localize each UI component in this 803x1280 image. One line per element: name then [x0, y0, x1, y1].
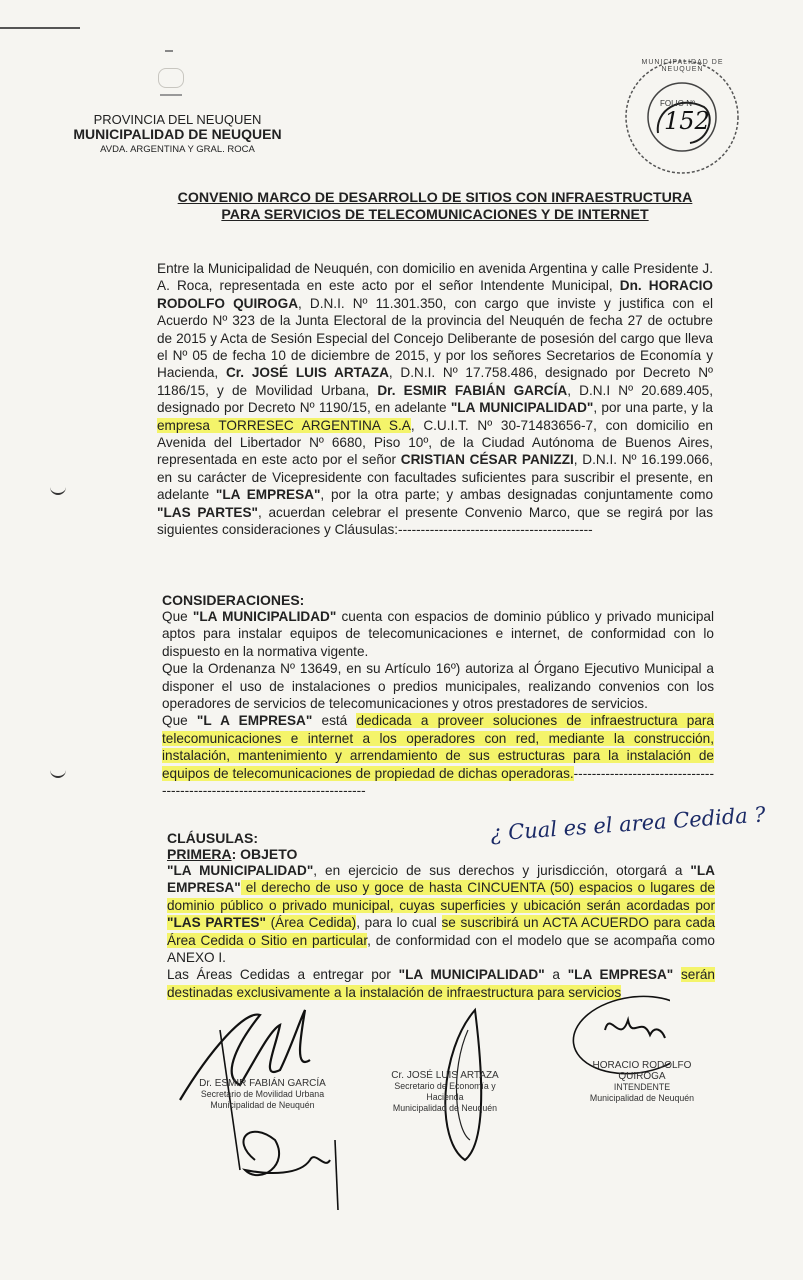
company-highlight: empresa TORRESEC ARGENTINA S.A [157, 417, 411, 433]
stamp-ring-text: MUNICIPALIDAD DE NEUQUEN [641, 59, 724, 73]
title-line-1: CONVENIO MARCO DE DESARROLLO DE SITIOS CON INFRAESTRUCTURA [177, 190, 693, 206]
clauses-heading: CLÁUSULAS: [167, 830, 258, 846]
letterhead [60, 112, 295, 157]
municipality-name: MUNICIPALIDAD DE NEUQUEN [73, 126, 282, 142]
margin-mark [0, 27, 80, 29]
document-title [150, 190, 720, 224]
clauses-section [167, 830, 715, 1001]
consideration-1: Que "LA MUNICIPALIDAD" cuenta con espacios de dominio público y privado municipal aptos para instalar equipos de telecomunicaciones e internet, de conformidad con lo dispuesto en la normativa vigente. [162, 609, 714, 659]
consideration-3: Que "L A EMPRESA" está dedicada a proveer soluciones de infraestructura para telecomunicaciones e internet a los operadores con red, mediante la construcción, instalación, mantenimiento y arrendamiento de sus estructuras para la instalación de equipos de telecomunicaciones de propiedad de dichas operadoras.---------------------------------------------------------------------------- [162, 713, 714, 799]
municipality-address: AVDA. ARGENTINA Y GRAL. ROCA [100, 144, 255, 155]
ceded-areas-text: Las Áreas Cedidas a entregar por "LA MUNICIPALIDAD" a "LA EMPRESA" serán destinadas exclusivamente a la instalación de infraestructura para servicios [167, 967, 715, 1000]
first-clause-heading: PRIMERA: OBJETO [167, 846, 298, 862]
signature-garcia: Dr. ESMIR FABIÁN GARCÍA Secretario de Movilidad Urbana Municipalidad de Neuquén [199, 1078, 326, 1110]
title-line-2: PARA SERVICIOS DE TELECOMUNICACIONES Y DE INTERNET [221, 207, 649, 223]
margin-mark [50, 487, 66, 495]
folio-number: 152 [664, 107, 710, 135]
intro-paragraph: Entre la Municipalidad de Neuquén, con domicilio en avenida Argentina y calle Presidente J. A. Roca, representada en este acto por el señor Intendente Municipal, Dn. HORACIO RODOLFO QUIROGA, D.N.I. Nº 11.301.350, con cargo que inviste y justifica con el Acuerdo Nº 323 de la Junta Electoral de la provincia del Neuquén de fecha 27 de octubre de 2015 y Acta de Sesión Especial del Concejo Deliberante de posesión del cargo que lleva el Nº 05 de fecha 10 de diciembre de 2015, y por los señores Secretarios de Economía y Hacienda, Cr. JOSÉ LUIS ARTAZA, D.N.I. Nº 17.758.486, designado por Decreto Nº 1186/15, y de Movilidad Urbana, Dr. ESMIR FABIÁN GARCÍA, D.N.I Nº 20.689.405, designado por Decreto Nº 1190/15, en adelante "LA MUNICIPALIDAD", por una parte, y la empresa TORRESEC ARGENTINA S.A, C.U.I.T. Nº 30-71483656-7, con domicilio en Avenida del Libertador Nº 6680, Piso 10º, de la Ciudad Autónoma de Buenos Aires, representada en este acto por el señor CRISTIAN CÉSAR PANIZZI, D.N.I. Nº 16.199.066, en su carácter de Vicepresidente con facultades suficientes para suscribir el presente, en adelante "LA EMPRESA", por la otra parte; y ambas designadas conjuntamente como "LAS PARTES", acuerdan celebrar el presente Convenio Marco, que se regirá por las siguientes consideraciones y Cláusulas:------------------------------------------- [157, 261, 714, 538]
signature-quiroga: HORACIO RODOLFO QUIROGA INTENDENTE Municipalidad de Neuquén [589, 1060, 695, 1103]
margin-mark [50, 770, 66, 778]
signature-artaza: Cr. JOSÉ LUIS ARTAZA Secretario de Economía y Hacienda Municipalidad de Neuquén [391, 1070, 499, 1113]
province-name: PROVINCIA DEL NEUQUEN [93, 112, 262, 127]
consideration-2: Que la Ordenanza Nº 13649, en su Artículo 16º) autoriza al Órgano Ejecutivo Municipal a disponer el uso de instalaciones o predios municipales, realizando convenios con los operadores de servicios de telecomunicaciones y otros prestadores de servicios. [162, 661, 714, 712]
first-clause-text: "LA MUNICIPALIDAD", en ejercicio de sus derechos y jurisdicción, otorgará a "LA EMPRESA" el derecho de uso y goce de hasta CINCUENTA (50) espacios o lugares de dominio público o privado municipal, cuyas superficies y ubicación serán acordadas por "LAS PARTES" (Área Cedida), para lo cual se suscribirá un ACTA ACUERDO para cada Área Cedida o Sitio en particular, de conformidad con el modelo que se acompaña como ANEXO I. [167, 863, 716, 966]
signature-scribbles-icon [150, 990, 670, 1240]
considerations-section [162, 592, 714, 799]
folio-stamp [620, 55, 745, 180]
considerations-heading: CONSIDERACIONES: [162, 592, 305, 608]
handwritten-note: ¿ Cual es el area Cedida ? [489, 802, 767, 846]
folio-label: FOLIO Nº [660, 99, 695, 108]
crest-faded [150, 50, 190, 105]
